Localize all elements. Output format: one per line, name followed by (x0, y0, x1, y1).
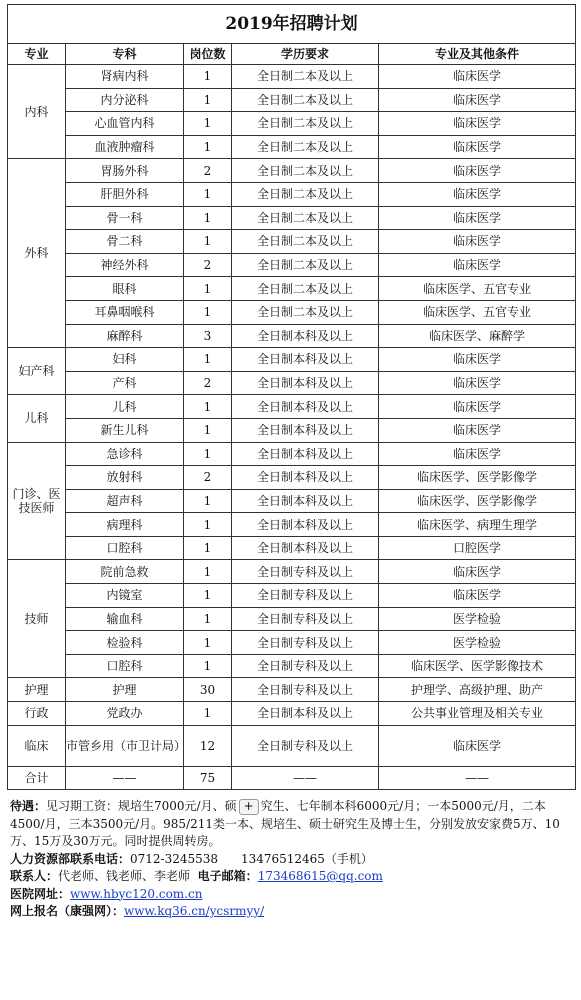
education-cell: 全日制二本及以上 (232, 206, 379, 230)
specialty-cell: 胃肠外科 (66, 159, 184, 183)
treatment-label: 待遇： (10, 799, 47, 813)
conditions-cell: 医学检验 (379, 607, 576, 631)
education-cell: 全日制二本及以上 (232, 253, 379, 277)
major-cell: 妇产科 (8, 348, 66, 395)
positions-cell: 2 (184, 371, 232, 395)
education-cell: 全日制本科及以上 (232, 418, 379, 442)
major-cell: 临床 (8, 725, 66, 766)
specialty-cell: 妇科 (66, 348, 184, 372)
hr-phone: 0712-3245538 (130, 851, 219, 866)
education-cell: 全日制本科及以上 (232, 395, 379, 419)
specialty-cell: 检验科 (66, 631, 184, 655)
specialty-cell: 新生儿科 (66, 418, 184, 442)
education-cell: 全日制专科及以上 (232, 560, 379, 584)
table-row (8, 65, 576, 89)
specialty-cell: 放射科 (66, 466, 184, 490)
table-row (8, 536, 576, 560)
positions-cell: 1 (184, 489, 232, 513)
specialty-cell: 内镜室 (66, 584, 184, 608)
table-row (8, 607, 576, 631)
conditions-cell: 临床医学、医学影像学 (379, 466, 576, 490)
positions-cell: 1 (184, 584, 232, 608)
website-line (10, 886, 575, 904)
conditions-cell: 临床医学 (379, 371, 576, 395)
conditions-cell: 临床医学 (379, 230, 576, 254)
specialty-cell: 输血科 (66, 607, 184, 631)
education-cell: 全日制二本及以上 (232, 135, 379, 159)
conditions-cell: 临床医学 (379, 112, 576, 136)
conditions-cell: 临床医学、医学影像学 (379, 489, 576, 513)
positions-cell: 1 (184, 277, 232, 301)
major-cell: 门诊、医技医师 (8, 442, 66, 560)
specialty-cell: 市管乡用（市卫计局） (66, 725, 184, 766)
education-cell: 全日制本科及以上 (232, 536, 379, 560)
zoom-in-icon[interactable]: + (239, 799, 259, 815)
positions-cell: 1 (184, 112, 232, 136)
positions-cell: 1 (184, 348, 232, 372)
total-specialty: —— (66, 766, 184, 789)
conditions-cell: 临床医学 (379, 725, 576, 766)
positions-cell: 1 (184, 654, 232, 678)
specialty-cell: 院前急救 (66, 560, 184, 584)
positions-cell: 1 (184, 300, 232, 324)
header-row (8, 44, 576, 65)
header-conditions: 专业及其他条件 (379, 44, 576, 65)
major-cell: 行政 (8, 702, 66, 726)
recruitment-table (7, 4, 576, 790)
signup-label: 网上报名（康强网）： (10, 904, 125, 918)
positions-cell: 1 (184, 631, 232, 655)
treatment-text-2: 究生、七年制本科6000元/月；一本5000元/月，二本4500/月，三本3500元/月。985/211类一本、规培生、硕士研究生及博士生，分别发放安家费5万、10万、15万及30万元。同时提供周转房。 (10, 799, 560, 848)
conditions-cell: 临床医学 (379, 348, 576, 372)
specialty-cell: 神经外科 (66, 253, 184, 277)
education-cell: 全日制本科及以上 (232, 348, 379, 372)
education-cell: 全日制专科及以上 (232, 584, 379, 608)
specialty-cell: 产科 (66, 371, 184, 395)
positions-cell: 1 (184, 442, 232, 466)
table-row (8, 418, 576, 442)
conditions-cell: 临床医学 (379, 65, 576, 89)
table-row (8, 395, 576, 419)
footer-info (10, 798, 575, 921)
positions-cell: 1 (184, 88, 232, 112)
education-cell: 全日制二本及以上 (232, 277, 379, 301)
specialty-cell: 超声科 (66, 489, 184, 513)
education-cell: 全日制专科及以上 (232, 654, 379, 678)
table-title: 2019年招聘计划 (8, 5, 576, 44)
website-link[interactable]: www.hbyc120.com.cn (70, 886, 203, 901)
specialty-cell: 口腔科 (66, 654, 184, 678)
education-cell: 全日制二本及以上 (232, 300, 379, 324)
education-cell: 全日制本科及以上 (232, 513, 379, 537)
header-specialty: 专科 (66, 44, 184, 65)
conditions-cell: 临床医学、五官专业 (379, 277, 576, 301)
positions-cell: 2 (184, 253, 232, 277)
table-row (8, 371, 576, 395)
positions-cell: 1 (184, 418, 232, 442)
total-education: —— (232, 766, 379, 789)
positions-cell: 1 (184, 536, 232, 560)
specialty-cell: 党政办 (66, 702, 184, 726)
specialty-cell: 急诊科 (66, 442, 184, 466)
major-cell: 技师 (8, 560, 66, 678)
conditions-cell: 临床医学 (379, 159, 576, 183)
total-label: 合计 (8, 766, 66, 789)
specialty-cell: 耳鼻咽喉科 (66, 300, 184, 324)
total-row (8, 766, 576, 789)
header-education: 学历要求 (232, 44, 379, 65)
hr-phone-line (10, 851, 575, 869)
specialty-cell: 骨一科 (66, 206, 184, 230)
conditions-cell: 临床医学 (379, 135, 576, 159)
conditions-cell: 护理学、高级护理、助产 (379, 678, 576, 702)
table-row (8, 88, 576, 112)
positions-cell: 1 (184, 230, 232, 254)
specialty-cell: 儿科 (66, 395, 184, 419)
table-row (8, 489, 576, 513)
table-row (8, 466, 576, 490)
positions-cell: 1 (184, 560, 232, 584)
education-cell: 全日制专科及以上 (232, 725, 379, 766)
table-row (8, 442, 576, 466)
table-row (8, 725, 576, 766)
specialty-cell: 护理 (66, 678, 184, 702)
table-row (8, 112, 576, 136)
conditions-cell: 临床医学 (379, 560, 576, 584)
specialty-cell: 心血管内科 (66, 112, 184, 136)
signup-link[interactable]: www.kq36.cn/ycsrmyy/ (124, 904, 265, 918)
education-cell: 全日制本科及以上 (232, 702, 379, 726)
specialty-cell: 口腔科 (66, 536, 184, 560)
specialty-cell: 肝胆外科 (66, 182, 184, 206)
table-row (8, 631, 576, 655)
education-cell: 全日制专科及以上 (232, 607, 379, 631)
conditions-cell: 临床医学 (379, 253, 576, 277)
specialty-cell: 病理科 (66, 513, 184, 537)
email-link[interactable]: 173468615@qq.com (257, 869, 383, 883)
positions-cell: 1 (184, 702, 232, 726)
header-major: 专业 (8, 44, 66, 65)
conditions-cell: 临床医学 (379, 584, 576, 608)
treatment-text-1: 见习期工资：规培生7000元/月、硕 (46, 799, 237, 813)
positions-cell: 1 (184, 182, 232, 206)
website-label: 医院网址： (10, 886, 71, 901)
table-row (8, 348, 576, 372)
major-cell: 儿科 (8, 395, 66, 442)
positions-cell: 12 (184, 725, 232, 766)
major-cell: 内科 (8, 65, 66, 159)
major-cell: 外科 (8, 159, 66, 348)
positions-cell: 30 (184, 678, 232, 702)
education-cell: 全日制本科及以上 (232, 371, 379, 395)
education-cell: 全日制本科及以上 (232, 489, 379, 513)
table-row (8, 206, 576, 230)
education-cell: 全日制本科及以上 (232, 442, 379, 466)
signup-line (10, 903, 575, 921)
conditions-cell: 口腔医学 (379, 536, 576, 560)
table-row (8, 654, 576, 678)
conditions-cell: 临床医学 (379, 206, 576, 230)
contact-label: 联系人： (10, 869, 59, 883)
education-cell: 全日制本科及以上 (232, 324, 379, 348)
table-row (8, 560, 576, 584)
conditions-cell: 临床医学 (379, 442, 576, 466)
conditions-cell: 医学检验 (379, 631, 576, 655)
education-cell: 全日制专科及以上 (232, 678, 379, 702)
major-cell: 护理 (8, 678, 66, 702)
education-cell: 全日制专科及以上 (232, 631, 379, 655)
table-row (8, 324, 576, 348)
positions-cell: 1 (184, 65, 232, 89)
education-cell: 全日制二本及以上 (232, 159, 379, 183)
contact-line (10, 868, 575, 886)
specialty-cell: 骨二科 (66, 230, 184, 254)
conditions-cell: 公共事业管理及相关专业 (379, 702, 576, 726)
conditions-cell: 临床医学 (379, 395, 576, 419)
table-row (8, 230, 576, 254)
positions-cell: 3 (184, 324, 232, 348)
positions-cell: 1 (184, 206, 232, 230)
specialty-cell: 眼科 (66, 277, 184, 301)
email-label: 电子邮箱： (197, 869, 258, 883)
education-cell: 全日制二本及以上 (232, 88, 379, 112)
table-row (8, 300, 576, 324)
header-positions: 岗位数 (184, 44, 232, 65)
hr-phone-label: 人力资源部联系电话： (10, 851, 131, 866)
total-positions: 75 (184, 766, 232, 789)
table-row (8, 277, 576, 301)
specialty-cell: 血液肿瘤科 (66, 135, 184, 159)
table-row (8, 584, 576, 608)
hr-mobile: 13476512465（手机） (240, 851, 373, 866)
positions-cell: 1 (184, 607, 232, 631)
total-conditions: —— (379, 766, 576, 789)
conditions-cell: 临床医学、医学影像技术 (379, 654, 576, 678)
education-cell: 全日制二本及以上 (232, 65, 379, 89)
conditions-cell: 临床医学、病理生理学 (379, 513, 576, 537)
positions-cell: 1 (184, 395, 232, 419)
education-cell: 全日制二本及以上 (232, 182, 379, 206)
table-row (8, 159, 576, 183)
positions-cell: 1 (184, 135, 232, 159)
treatment-paragraph (10, 798, 575, 851)
education-cell: 全日制二本及以上 (232, 112, 379, 136)
specialty-cell: 麻醉科 (66, 324, 184, 348)
conditions-cell: 临床医学、五官专业 (379, 300, 576, 324)
specialty-cell: 肾病内科 (66, 65, 184, 89)
conditions-cell: 临床医学、麻醉学 (379, 324, 576, 348)
positions-cell: 2 (184, 466, 232, 490)
contact-names: 代老师、钱老师、李老师 (58, 869, 191, 883)
table-row (8, 702, 576, 726)
education-cell: 全日制二本及以上 (232, 230, 379, 254)
table-row (8, 678, 576, 702)
positions-cell: 2 (184, 159, 232, 183)
specialty-cell: 内分泌科 (66, 88, 184, 112)
table-row (8, 253, 576, 277)
conditions-cell: 临床医学 (379, 88, 576, 112)
table-row (8, 182, 576, 206)
table-row (8, 513, 576, 537)
positions-cell: 1 (184, 513, 232, 537)
table-row (8, 135, 576, 159)
conditions-cell: 临床医学 (379, 418, 576, 442)
conditions-cell: 临床医学 (379, 182, 576, 206)
education-cell: 全日制本科及以上 (232, 466, 379, 490)
